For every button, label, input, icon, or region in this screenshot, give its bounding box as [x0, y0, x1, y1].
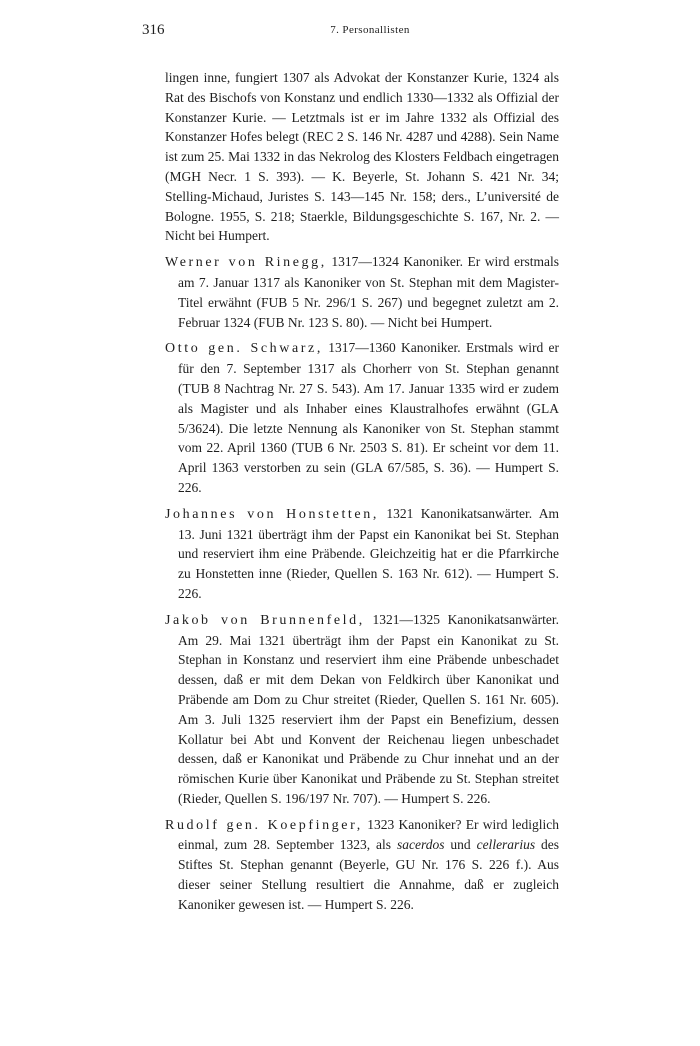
entry-text: 1321—1325 Kanonikatsanwärter. Am 29. Mai 1321 überträgt ihm der Papst ein Kanonikat zu St. Stephan in Konstanz und reserviert ihm eine Präbende unbeschadet dessen, daß er mit dem Dekan von Feldkirch über Kanonikat und Präbende am Dom zu Chur streitet (Rieder, Quellen S. 161 Nr. 605). Am 3. Juli 1325 reserviert ihm der Papst ein Benefizium, dessen Kollatur bei Abt und Konvent der Reichenau liegen unbeschadet dessen, daß er Kanonikat und Präbende zu Chur innehat und an der römischen Kurie über Kanonikat und Präbende zu St. Stephan streitet (Rieder, Quellen S. 196/197 Nr. 707). — Humpert S. 226.	[178, 611, 559, 806]
entry-name: Rudolf gen. Koepfinger,	[165, 817, 363, 833]
latin-term: cellerarius	[476, 837, 536, 853]
entry-name: Werner von Rinegg,	[165, 255, 327, 271]
entry-text: 1321 Kanonikatsanwärter. Am 13. Juni 1321 überträgt ihm der Papst ein Kanonikat bei St. Stephan und reserviert ihm eine Präbende. Gleichzeitig hat er die Pfarrkirche zu Honstetten inne (Rieder, Quellen S. 163 Nr. 612). — Humpert S. 226.	[178, 505, 559, 601]
page-header	[0, 20, 700, 44]
entry-text: 1317—1360 Kanoniker. Erstmals wird er für den 7. September 1317 als Chorherr von St. Stephan genannt (TUB 8 Nachtrag Nr. 27 S. 543). Am 17. Januar 1335 wird er zudem als Magister und als Inhaber eines Klaustralhofes erwähnt (GLA 5/3624). Die letzte Nennung als Kanoniker von St. Stephan stammt vom 22. April 1360 (TUB 6 Nr. 2503 S. 81). Er scheint vor dem 11. April 1363 verstorben zu sein (GLA 67/585, S. 36). — Humpert S. 226.	[178, 340, 560, 495]
entry-text: des Stiftes St. Stephan genannt (Beyerle, GU Nr. 176 S. 226 f.). Aus dieser seiner Stellung resultiert die Annahme, daß er zugleich Kanoniker gewesen ist. — Humpert S. 226.	[178, 837, 560, 912]
entry-werner-von-rinegg	[165, 252, 559, 332]
entry-johannes-von-honstetten	[165, 504, 559, 604]
entry-rudolf-gen-koepfinger	[165, 815, 559, 915]
entry-name: Jakob von Brunnenfeld,	[165, 612, 365, 628]
page-number: 316	[142, 22, 165, 38]
entry-text: 1317—1324 Kanoniker. Er wird erstmals am 7. Januar 1317 als Kanoniker von St. Stephan mit dem Magister-Titel erwähnt (FUB 5 Nr. 296/1 S. 267) und begegnet zuletzt am 2. Februar 1324 (FUB Nr. 123 S. 80). — Nicht bei Humpert.	[178, 254, 559, 330]
entry-name: Otto gen. Schwarz,	[165, 341, 323, 357]
latin-term: sacerdos	[396, 837, 445, 853]
running-title: 7. Personallisten	[330, 24, 410, 36]
entry-otto-gen-schwarz	[165, 338, 559, 497]
entry-text: lingen inne, fungiert 1307 als Advokat der Konstanzer Kurie, 1324 als Rat des Bischofs von Konstanz und endlich 1330—1332 als Offizial der Konstanzer Kurie. — Letztmals ist er im Jahre 1332 als Offizial des Konstanzer Hofes belegt (REC 2 S. 146 Nr. 4287 und 4288). Sein Name ist zum 25. Mai 1332 in das Nekrolog des Klosters Feldbach eingetragen (MGH Necr. 1 S. 393). — K. Beyerle, St. Johann S. 421 Nr. 34; Stelling-Michaud, Juristes S. 143—145 Nr. 158; ders., L’université de Bologne. 1955, S. 218; Staerkle, Bildungsgeschichte S. 167, Nr. 2. — Nicht bei Humpert.	[165, 70, 559, 244]
entry-text: 1323 Kanoniker? Er wird lediglich einmal, zum 28. September 1323, als	[178, 816, 559, 853]
entry-jakob-von-brunnenfeld	[165, 610, 559, 809]
entry-continuation	[165, 68, 559, 246]
entry-name: Johannes von Honstetten,	[165, 506, 379, 522]
page-body	[165, 68, 559, 921]
entry-text: und	[450, 837, 471, 853]
